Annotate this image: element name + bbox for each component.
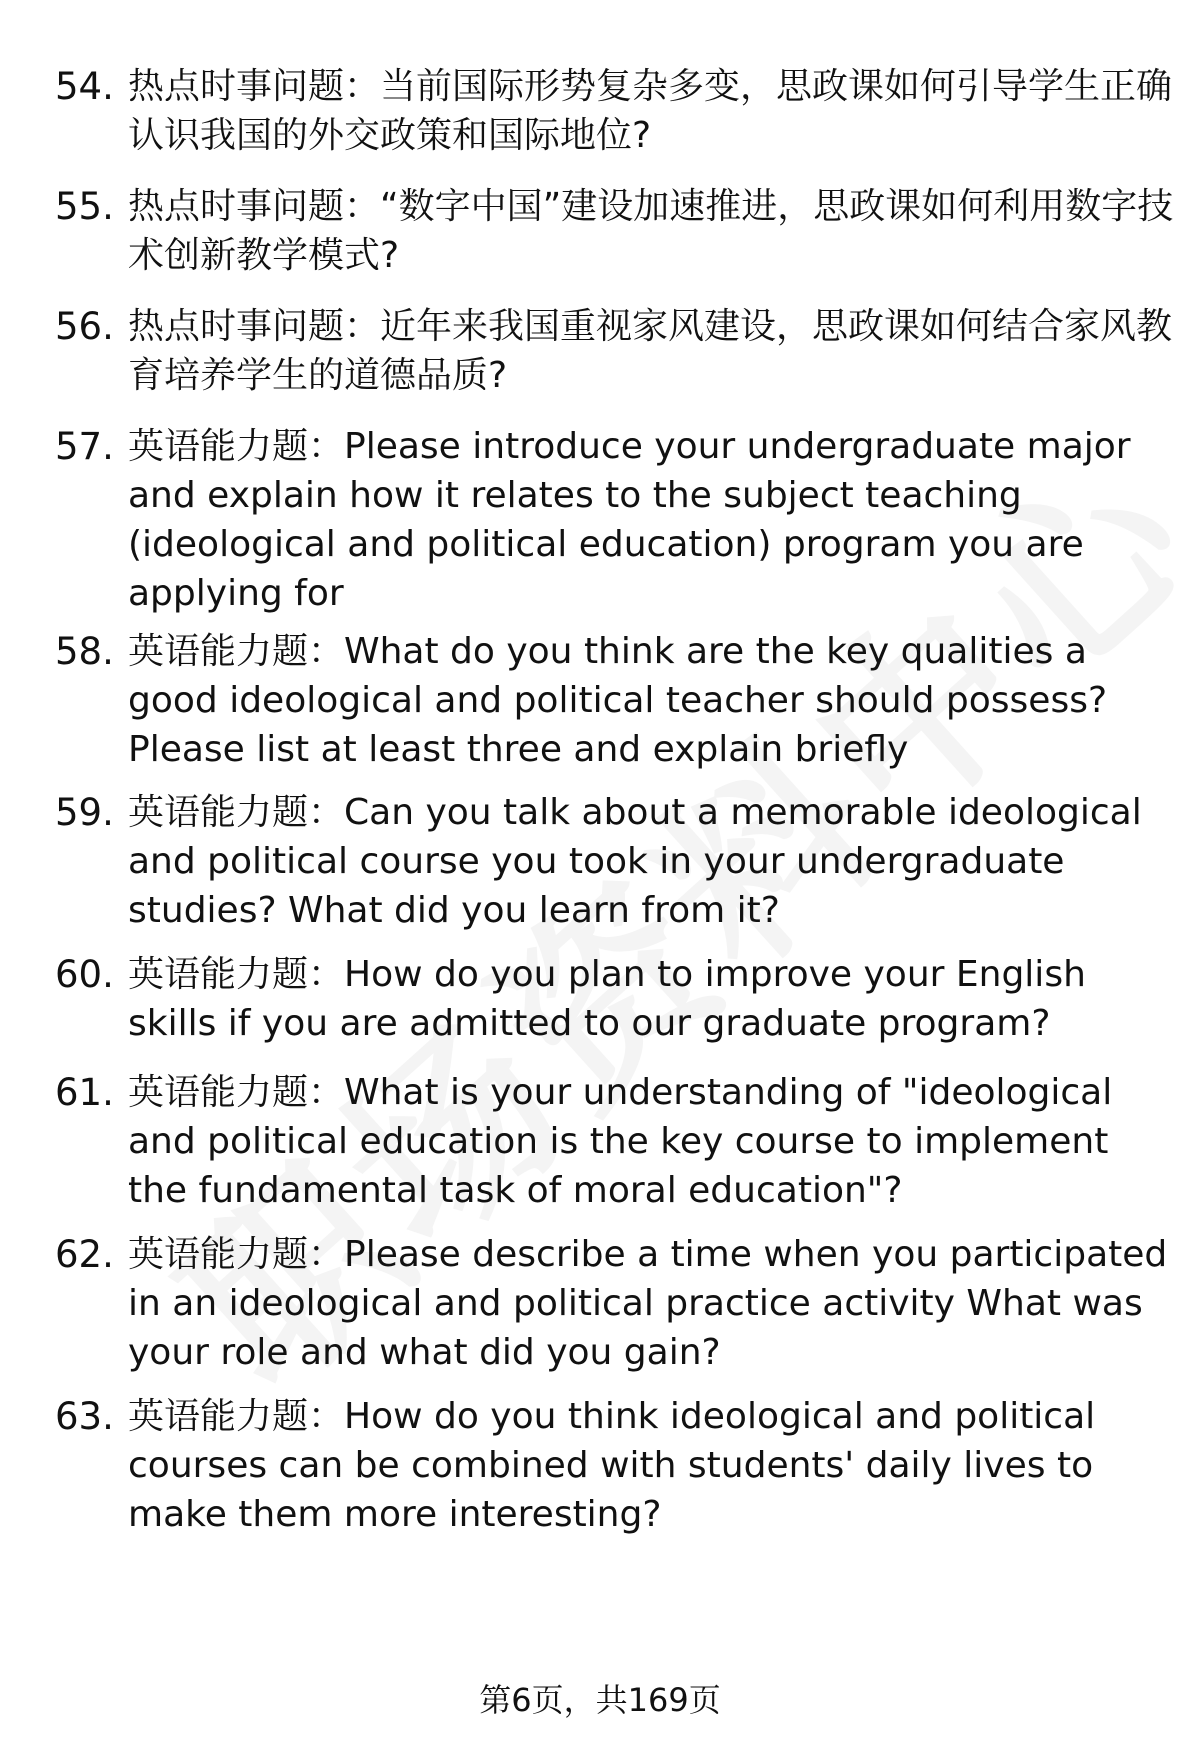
question-number: 54. xyxy=(55,65,114,108)
question-text: 热点时事问题：当前国际形势复杂多变，思政课如何引导学生正确认识我国的外交政策和国际地位? xyxy=(128,66,1173,156)
question-number: 57. xyxy=(55,425,114,468)
question-number: 55. xyxy=(55,185,114,228)
question-text: 英语能力题：What do you think are the key qualities a good ideological and political teacher should possess? Please list at least three and explain briefly xyxy=(128,631,1108,770)
question-number: 56. xyxy=(55,305,114,348)
question-text: 英语能力题：What is your understanding of "ideological and political education is the key course to implement the fundamental task of moral education"? xyxy=(128,1072,1113,1211)
question-number: 62. xyxy=(55,1233,114,1276)
question-text: 热点时事问题：“数字中国”建设加速推进，思政课如何利用数字技术创新教学模式? xyxy=(128,186,1174,276)
question-number: 61. xyxy=(55,1071,114,1114)
question-number: 60. xyxy=(55,953,114,996)
question-text: 英语能力题：Please introduce your undergraduate major and explain how it relates to the subject teaching (ideological and political education) program you are applying for xyxy=(128,426,1131,614)
question-number: 59. xyxy=(55,791,114,834)
question-text: 英语能力题：How do you plan to improve your English skills if you are admitted to our graduate program? xyxy=(128,954,1086,1044)
question-number: 63. xyxy=(55,1395,114,1438)
question-text: 热点时事问题：近年来我国重视家风建设，思政课如何结合家风教育培养学生的道德品质? xyxy=(128,306,1173,396)
question-text: 英语能力题：Can you talk about a memorable ideological and political course you took in your undergraduate studies? What did you learn from it? xyxy=(128,792,1142,931)
question-text: 英语能力题：How do you think ideological and political courses can be combined with students' daily lives to make them more interesting? xyxy=(128,1396,1096,1535)
question-number: 58. xyxy=(55,630,114,673)
question-text: 英语能力题：Please describe a time when you participated in an ideological and political practice activity What was your role and what did you gain? xyxy=(128,1234,1168,1373)
page-indicator: 第6页，共169页 xyxy=(479,1681,721,1719)
